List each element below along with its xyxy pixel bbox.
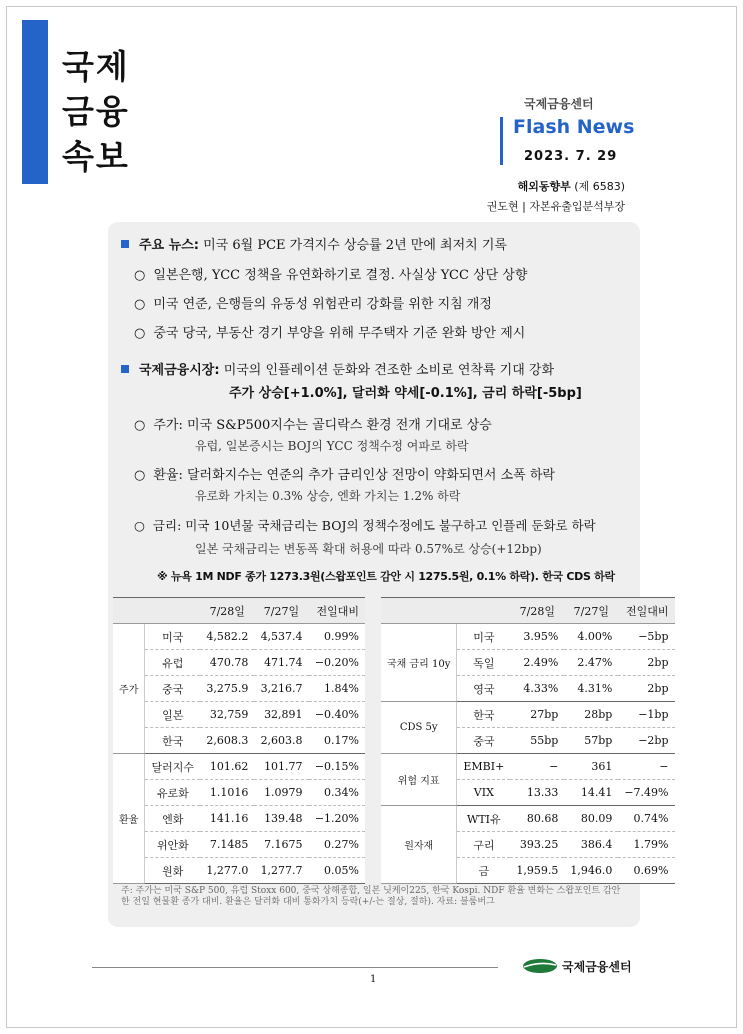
table-cell: 2,603.8: [254, 728, 308, 754]
table-row-label: 엔화: [145, 806, 200, 832]
square-bullet-icon: [121, 365, 129, 373]
news-item-text: 중국 당국, 부동산 경기 부양을 위해 무주택자 기준 완화 방안 제시: [153, 326, 526, 341]
flash-news-label: Flash News: [513, 116, 635, 138]
table-cell: 101.77: [254, 754, 308, 780]
circle-bullet-icon: ○: [134, 268, 146, 283]
table-cell: 4.31%: [564, 676, 618, 702]
table-cell: 3,216.7: [254, 676, 308, 702]
title-line-1: 국제: [62, 47, 130, 86]
table-header-cell: [113, 598, 145, 624]
table-cell: 2.49%: [510, 650, 564, 676]
title-accent-bar: [22, 20, 48, 184]
table-cell: 0.17%: [309, 728, 365, 754]
table-cell: 1.0979: [254, 780, 308, 806]
market-summary: 주가 상승[+1.0%], 달러화 약세[-0.1%], 금리 하락[-5bp]: [229, 386, 582, 401]
table-row: [113, 780, 365, 806]
table-cell: 1,959.5: [510, 858, 564, 884]
table-row: [381, 624, 675, 650]
table-cell: 0.27%: [309, 832, 365, 858]
table-header-cell: [145, 598, 200, 624]
news-item: [134, 322, 525, 341]
circle-bullet-icon: ○: [134, 468, 146, 483]
table-cell: −: [618, 754, 674, 780]
table-cell: 2.47%: [564, 650, 618, 676]
table-cell: 393.25: [510, 832, 564, 858]
table-row: [113, 624, 365, 650]
table-row: [113, 728, 365, 754]
table-row: [381, 806, 675, 832]
table-header-cell: [457, 598, 510, 624]
market-headline: 미국의 인플레이션 둔화와 견조한 소비로 연착륙 기대 강화: [223, 363, 555, 378]
table-cell: 7.1675: [254, 832, 308, 858]
dept-number: (제 6583): [574, 180, 625, 193]
table-cell: 0.05%: [309, 858, 365, 884]
table-row: [381, 754, 675, 780]
table-cell: 4.33%: [510, 676, 564, 702]
table-cell: 4,582.2: [200, 624, 254, 650]
rate-subtext: 일본 국채금리는 변동폭 확대 허용에 따라 0.57%로 상승(+12bp): [195, 542, 542, 556]
table-row-label: 독일: [457, 650, 510, 676]
table-category-cell: CDS 5y: [381, 702, 457, 754]
table-row: [113, 806, 365, 832]
page-number: 1: [370, 974, 377, 985]
table-category-cell: 원자재: [381, 806, 457, 884]
table-header-cell: [381, 598, 457, 624]
table-row-label: VIX: [457, 780, 510, 806]
table-cell: 32,891: [254, 702, 308, 728]
table-cell: 7.1485: [200, 832, 254, 858]
fx-label: 환율:: [153, 468, 183, 483]
table-cell: 28bp: [564, 702, 618, 728]
table-header-cell: 7/27일: [564, 598, 618, 624]
table-row-label: 중국: [145, 676, 200, 702]
table-header-cell: 전일대비: [618, 598, 674, 624]
table-cell: 0.34%: [309, 780, 365, 806]
market-stock-item: [134, 414, 492, 433]
report-date: 2023. 7. 29: [524, 149, 618, 164]
table-cell: 0.99%: [309, 624, 365, 650]
table-row-label: 위안화: [145, 832, 200, 858]
news-headline: 미국 6월 PCE 가격지수 상승률 2년 만에 최저치 기록: [203, 238, 507, 253]
kcif-logo-icon: [522, 958, 558, 974]
table-cell: 1,277.0: [200, 858, 254, 884]
table-row-label: WTI유: [457, 806, 510, 832]
circle-bullet-icon: ○: [134, 518, 145, 533]
stock-text: 미국 S&P500지수는 골디락스 환경 전개 기대로 상승: [186, 418, 492, 433]
table-cell: 4,537.4: [254, 624, 308, 650]
table-row-label: 일본: [145, 702, 200, 728]
table-row-label: 중국: [457, 728, 510, 754]
center-name: 국제금융센터: [524, 97, 594, 111]
table-row-label: 유럽: [145, 650, 200, 676]
table-cell: 101.62: [200, 754, 254, 780]
table-row-label: EMBI+: [457, 754, 510, 780]
table-cell: 27bp: [510, 702, 564, 728]
table-row-label: 구리: [457, 832, 510, 858]
table-cell: −: [510, 754, 564, 780]
table-cell: 55bp: [510, 728, 564, 754]
table-row: [113, 858, 365, 884]
market-fx-item: [134, 464, 555, 483]
stock-subtext: 유럽, 일본증시는 BOJ의 YCC 정책수정 여파로 하락: [195, 439, 469, 453]
stock-label: 주가:: [153, 418, 183, 433]
ndf-note: ※ 뉴욕 1M NDF 종가 1273.3원(스왑포인트 감안 시 1275.5원, 0.1% 하락). 한국 CDS 하락: [157, 570, 615, 583]
table-header-cell: 전일대비: [309, 598, 365, 624]
table-cell: −1.20%: [309, 806, 365, 832]
department: [518, 178, 625, 194]
table-header-cell: 7/27일: [254, 598, 308, 624]
table-cell: 32,759: [200, 702, 254, 728]
table-cell: 3,275.9: [200, 676, 254, 702]
table-row: [113, 702, 365, 728]
square-bullet-icon: [121, 240, 129, 248]
news-item: [134, 264, 527, 283]
table-cell: 2bp: [618, 650, 674, 676]
fx-text: 달러화지수는 연준의 추가 금리인상 전망이 약화되면서 소폭 하락: [186, 468, 555, 483]
market-label: 국제금융시장:: [139, 363, 220, 378]
dept-name: 해외동향부: [517, 180, 571, 193]
market-section-heading: [121, 359, 554, 378]
table-category-cell: 주가: [113, 624, 145, 754]
table-row: [113, 676, 365, 702]
table-row-label: 금: [457, 858, 510, 884]
table-cell: 141.16: [200, 806, 254, 832]
table-cell: 1,277.7: [254, 858, 308, 884]
table-cell: 0.69%: [618, 858, 674, 884]
right-market-table: [381, 597, 675, 884]
market-rate-item: [134, 516, 596, 534]
table-row-label: 한국: [457, 702, 510, 728]
table-row-label: 한국: [145, 728, 200, 754]
table-cell: 80.09: [564, 806, 618, 832]
footer-divider: [92, 967, 498, 968]
table-cell: 13.33: [510, 780, 564, 806]
table-cell: 386.4: [564, 832, 618, 858]
table-row-label: 영국: [457, 676, 510, 702]
table-cell: −0.40%: [309, 702, 365, 728]
circle-bullet-icon: ○: [134, 326, 146, 341]
table-category-cell: 위험 지표: [381, 754, 457, 806]
table-header-cell: 7/28일: [200, 598, 254, 624]
table-cell: 139.48: [254, 806, 308, 832]
footnote: 주: 주가는 미국 S&P 500, 유럽 Stoxx 600, 중국 상해종합, 일본 닛케이225, 한국 Kospi. NDF 환율 변화는 스왑포인트 감안한 전일 현물환 종가 대비. 환율은 달러화 대비 통화가치 등락(+/-는 절상, 절하). 자료: 블룸버그: [121, 886, 621, 907]
table-cell: 2,608.3: [200, 728, 254, 754]
table-cell: 1.84%: [309, 676, 365, 702]
table-cell: 4.00%: [564, 624, 618, 650]
table-cell: −5bp: [618, 624, 674, 650]
table-header-row: [113, 598, 365, 624]
fx-subtext: 유로화 가치는 0.3% 상승, 엔화 가치는 1.2% 하락: [195, 489, 461, 503]
table-row: [113, 650, 365, 676]
table-cell: −0.15%: [309, 754, 365, 780]
news-item-text: 미국 연준, 은행들의 유동성 위험관리 강화를 위한 지침 개정: [153, 297, 492, 312]
table-row-label: 달러지수: [145, 754, 200, 780]
table-cell: 361: [564, 754, 618, 780]
table-row: [381, 702, 675, 728]
news-label: 주요 뉴스:: [139, 238, 199, 253]
table-row: [113, 832, 365, 858]
table-header-cell: 7/28일: [510, 598, 564, 624]
news-section-heading: [121, 234, 507, 253]
table-cell: 1,946.0: [564, 858, 618, 884]
table-cell: −7.49%: [618, 780, 674, 806]
table-cell: 80.68: [510, 806, 564, 832]
table-row-label: 유로화: [145, 780, 200, 806]
table-category-cell: 환율: [113, 754, 145, 884]
news-item-text: 일본은행, YCC 정책을 유연화하기로 결정. 사실상 YCC 상단 상향: [153, 268, 528, 283]
table-row: [113, 754, 365, 780]
table-cell: 1.1016: [200, 780, 254, 806]
table-cell: 1.79%: [618, 832, 674, 858]
left-market-table: [113, 597, 365, 884]
circle-bullet-icon: ○: [134, 297, 146, 312]
table-cell: 57bp: [564, 728, 618, 754]
table-cell: −1bp: [618, 702, 674, 728]
table-cell: −0.20%: [309, 650, 365, 676]
table-cell: 470.78: [200, 650, 254, 676]
table-cell: −2bp: [618, 728, 674, 754]
footer-logo-text: 국제금융센터: [562, 960, 632, 974]
table-row-label: 미국: [457, 624, 510, 650]
table-category-cell: 국채 금리 10y: [381, 624, 457, 702]
flash-divider: [500, 117, 503, 165]
table-cell: 14.41: [564, 780, 618, 806]
table-cell: 471.74: [254, 650, 308, 676]
title-line-2: 금융: [62, 92, 130, 131]
rate-text: 미국 10년물 국채금리는 BOJ의 정책수정에도 불구하고 인플레 둔화로 하락: [185, 518, 596, 533]
table-row-label: 미국: [145, 624, 200, 650]
table-header-row: [381, 598, 675, 624]
table-cell: 2bp: [618, 676, 674, 702]
rate-label: 금리:: [152, 518, 182, 533]
report-title: [62, 44, 130, 179]
title-line-3: 속보: [62, 137, 130, 176]
table-row-label: 원화: [145, 858, 200, 884]
table-cell: 3.95%: [510, 624, 564, 650]
news-item: [134, 293, 492, 312]
table-cell: 0.74%: [618, 806, 674, 832]
author: 권도현 | 자본유출입분석부장: [486, 200, 625, 213]
circle-bullet-icon: ○: [134, 418, 146, 433]
